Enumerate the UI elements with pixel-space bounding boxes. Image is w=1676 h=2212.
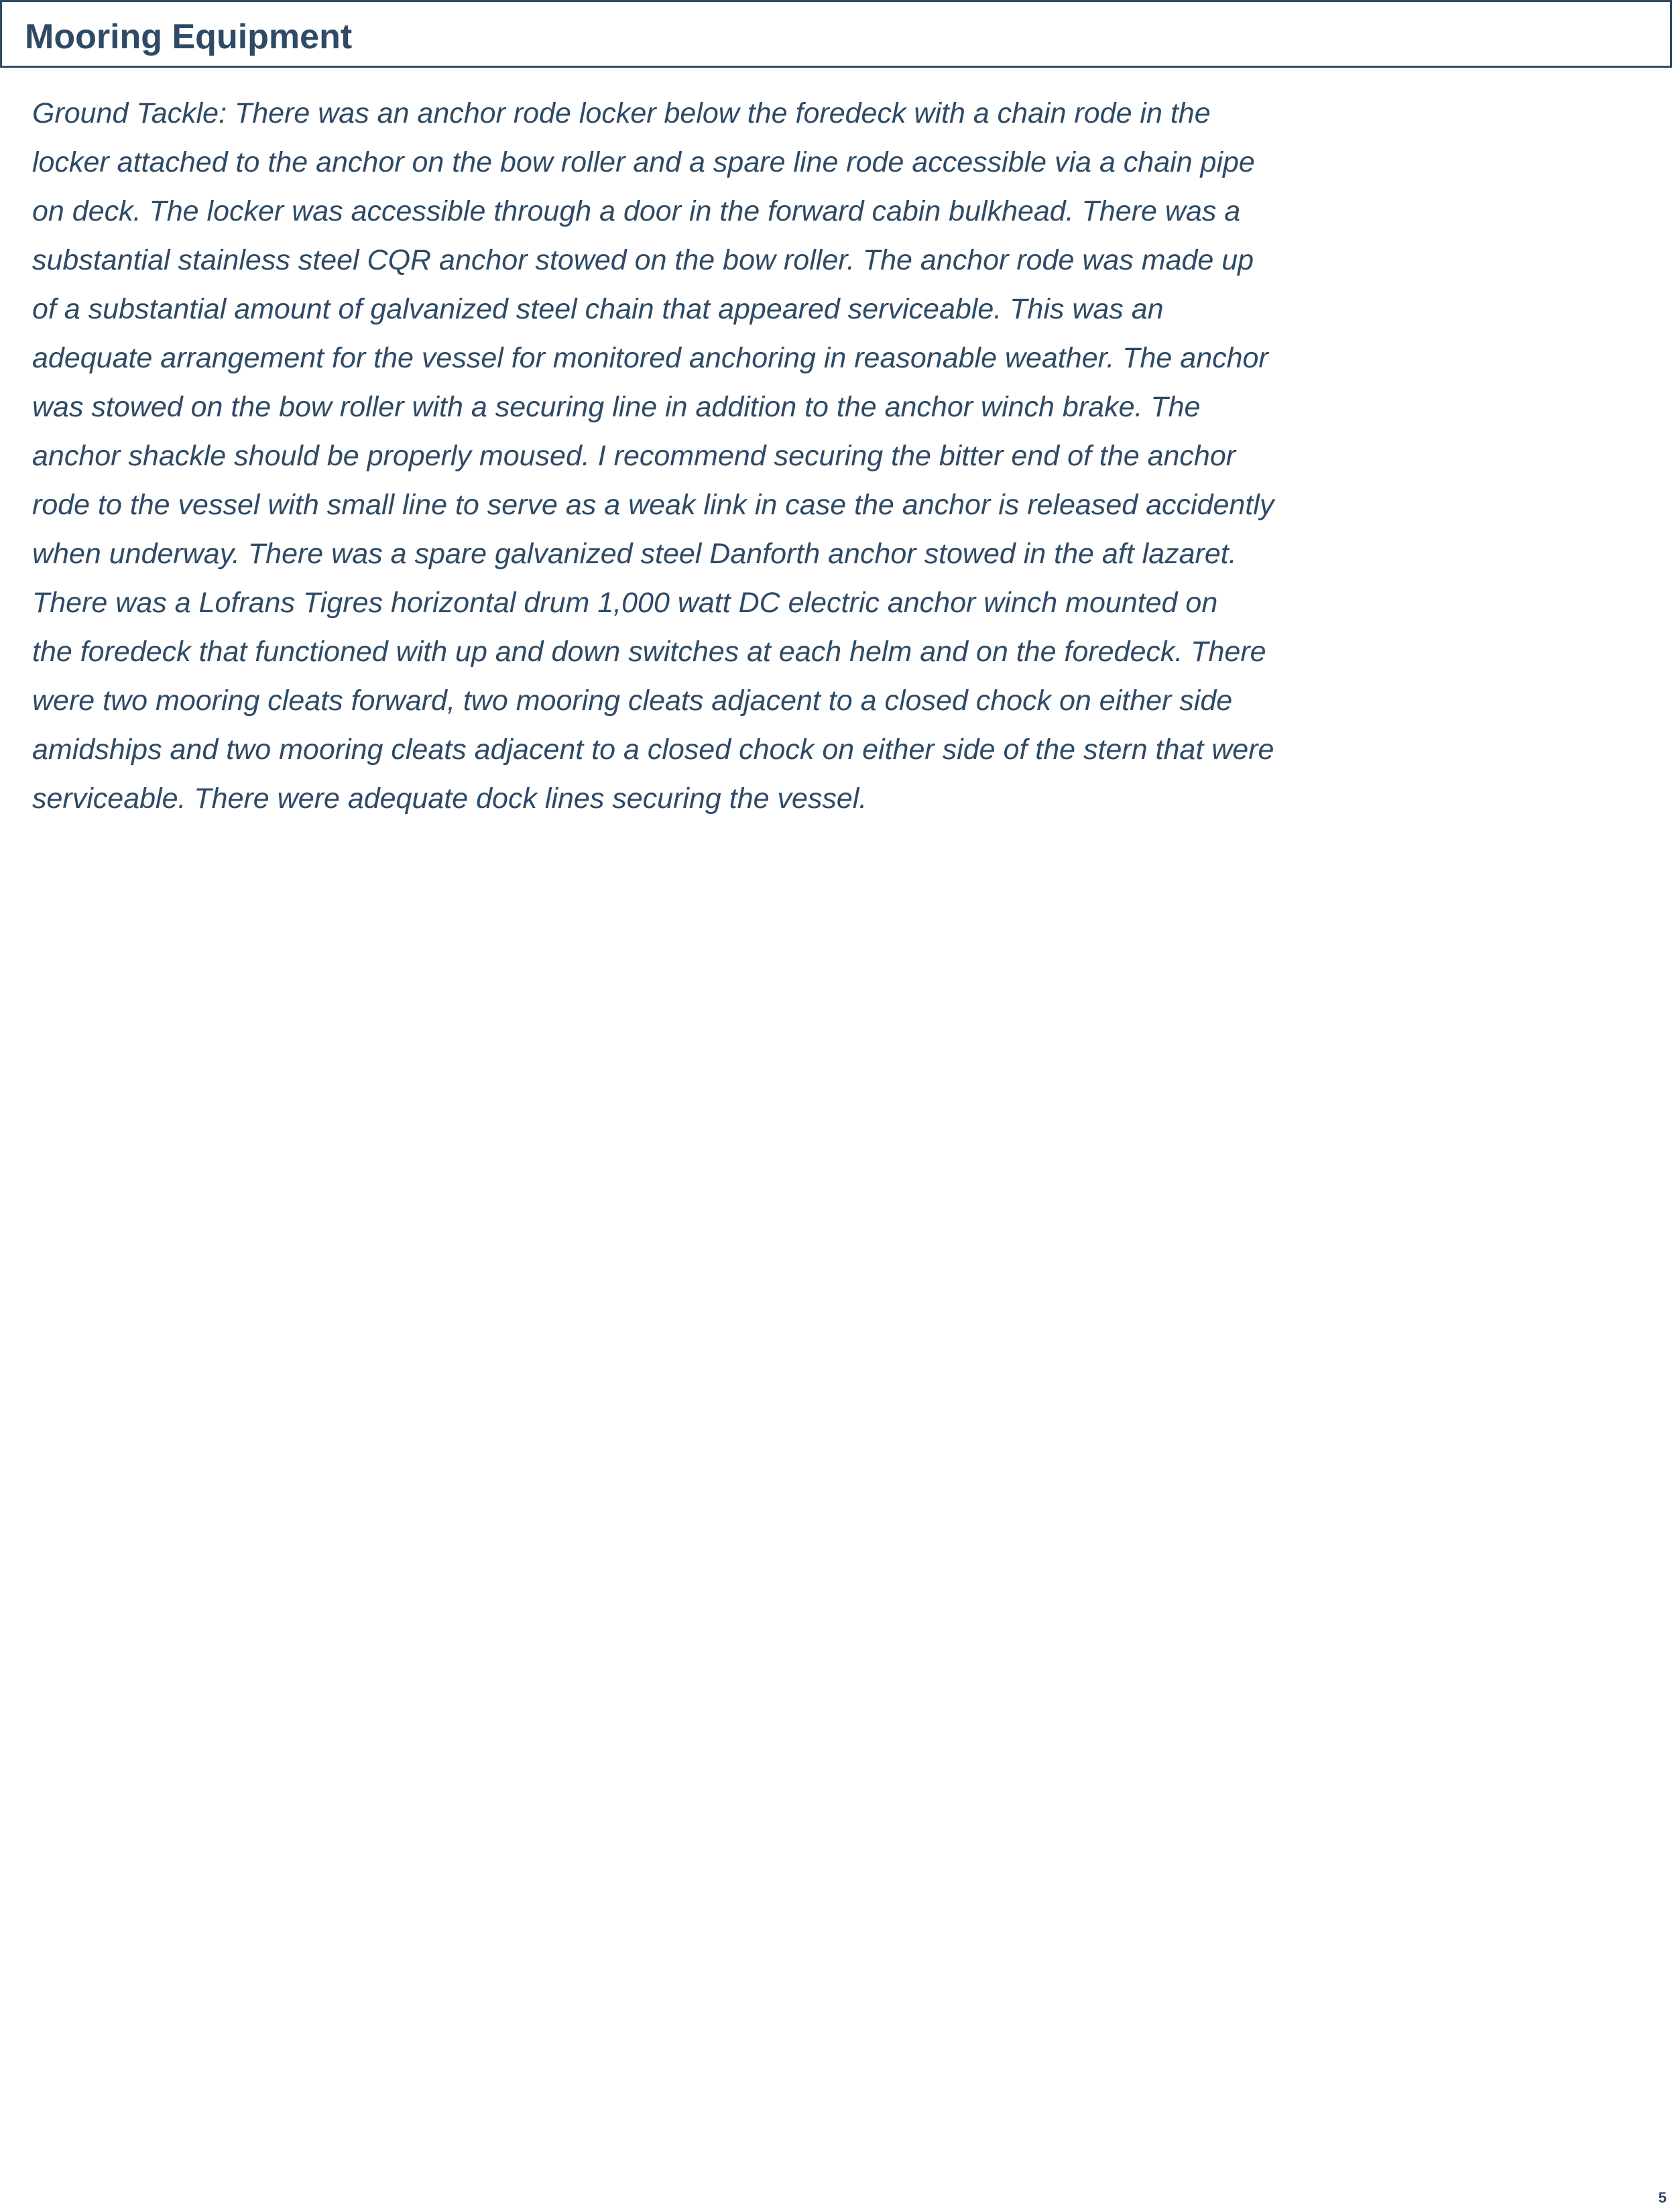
paragraph-line: on deck. The locker was accessible through a door in the forward cabin bulkhead. There was a — [32, 195, 1241, 227]
paragraph-line: There was a Lofrans Tigres horizontal drum 1,000 watt DC electric anchor winch mounted on — [32, 587, 1218, 619]
paragraph-line: amidships and two mooring cleats adjacent to a closed chock on either side of the stern that were — [32, 734, 1274, 766]
paragraph-line: of a substantial amount of galvanized steel chain that appeared serviceable. This was an — [32, 293, 1164, 325]
paragraph-line: substantial stainless steel CQR anchor stowed on the bow roller. The anchor rode was made up — [32, 244, 1254, 276]
paragraph-line: when underway. There was a spare galvanized steel Danforth anchor stowed in the aft lazaret. — [32, 538, 1237, 570]
paragraph-line: anchor shackle should be properly moused. I recommend securing the bitter end of the anchor — [32, 440, 1236, 472]
section-header — [0, 0, 1672, 68]
paragraph-line: adequate arrangement for the vessel for monitored anchoring in reasonable weather. The anchor — [32, 342, 1268, 374]
paragraph-line: rode to the vessel with small line to serve as a weak link in case the anchor is released accidently — [32, 489, 1274, 521]
page-number: 5 — [1658, 2189, 1667, 2206]
paragraph-line: serviceable. There were adequate dock lines securing the vessel. — [32, 782, 867, 815]
paragraph-line: were two mooring cleats forward, two mooring cleats adjacent to a closed chock on either side — [32, 685, 1233, 717]
body-paragraph — [32, 89, 1440, 823]
section-title: Mooring Equipment — [25, 17, 353, 56]
paragraph-line: Ground Tackle: There was an anchor rode locker below the foredeck with a chain rode in the — [32, 97, 1211, 129]
paragraph-line: locker attached to the anchor on the bow roller and a spare line rode accessible via a chain pipe — [32, 146, 1255, 178]
paragraph-line: was stowed on the bow roller with a securing line in addition to the anchor winch brake. The — [32, 391, 1201, 423]
paragraph-line: the foredeck that functioned with up and down switches at each helm and on the foredeck. There — [32, 636, 1266, 668]
